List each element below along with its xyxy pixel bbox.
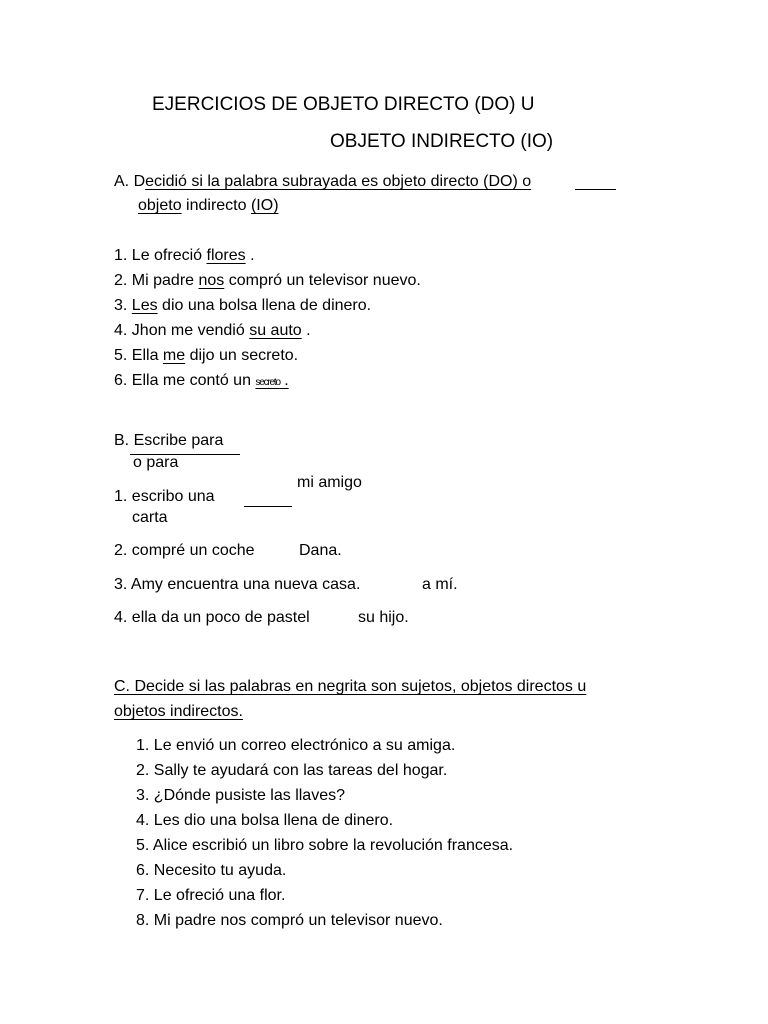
indirecto-word: indirecto [181,197,251,214]
section-c-item-3: 3. ¿Dónde pusiste las llaves? [136,787,345,804]
underlined-word: Les [131,297,158,314]
section-b-item-1: 1. escribo una [114,488,215,505]
section-c-item-6: 6. Necesito tu ayuda. [136,862,287,879]
section-c-item-1: 1. Le envió un correo electrónico a su amiga. [136,737,456,754]
section-b-item-3: 3. Amy encuentra una nueva casa. [114,576,361,593]
section-b-item-1-right: mi amigo [297,474,362,491]
section-b-item-4-right: su hijo. [358,609,409,626]
underlined-word: su auto [249,322,302,339]
section-c-item-5: 5. Alice escribió un libro sobre la revolución francesa. [136,837,514,854]
section-b-heading: B. Escribe para [114,432,224,449]
section-a-item-4: 4. Jhon me vendió su auto . [114,322,311,339]
section-a-label: A. D [114,173,146,190]
title-line-1: EJERCICIOS DE OBJETO DIRECTO (DO) U [152,94,535,115]
section-b-item-2: 2. compré un coche [114,542,255,559]
section-a-item-6: 6. Ella me contó un secreto . [114,372,289,389]
section-a-instruction-line-2 [138,198,279,214]
section-a-item-1: 1. Le ofreció flores . [114,247,255,264]
section-b-item-2-right: Dana. [299,542,342,559]
io-label: (IO) [250,197,279,214]
section-c-item-4: 4. Les dio una bolsa llena de dinero. [136,812,394,829]
section-a-item-5: 5. Ella me dijo un secreto. [114,347,299,364]
title-line-2: OBJETO INDIRECTO (IO) [330,131,554,152]
section-b-item-1-line-2: carta [132,509,168,526]
section-c-label: C. [114,678,130,695]
section-a-instruction [114,174,531,190]
section-b-item-3-right: a mí. [422,576,458,593]
section-c-item-7: 7. Le ofreció una flor. [136,887,286,904]
answer-blank-line [244,506,292,507]
section-a-instruction-text: ecidió si la palabra subrayada es objeto directo (DO) o [145,173,532,190]
section-a-item-2: 2. Mi padre nos compró un televisor nuevo. [114,272,421,289]
underlined-word: nos [198,272,225,289]
underlined-word: me [162,347,186,364]
section-c-item-2: 2. Sally te ayudará con las tareas del hogar. [136,762,448,779]
underlined-word: flores [206,247,246,264]
underlined-word: secreto [255,377,280,388]
section-c-instruction-line-2: objetos indirectos. [114,703,243,720]
section-b-heading-2: o para [133,454,179,471]
section-c-instruction: C. Decide si las palabras en negrita son sujetos, objetos directos u [114,678,587,695]
section-a-item-3: 3. Les dio una bolsa llena de dinero. [114,297,372,314]
objeto-word: objeto [138,197,182,214]
answer-blank-line [575,189,616,190]
section-b-item-4: 4. ella da un poco de pastel [114,609,310,626]
section-c-item-8: 8. Mi padre nos compró un televisor nuevo. [136,912,443,929]
